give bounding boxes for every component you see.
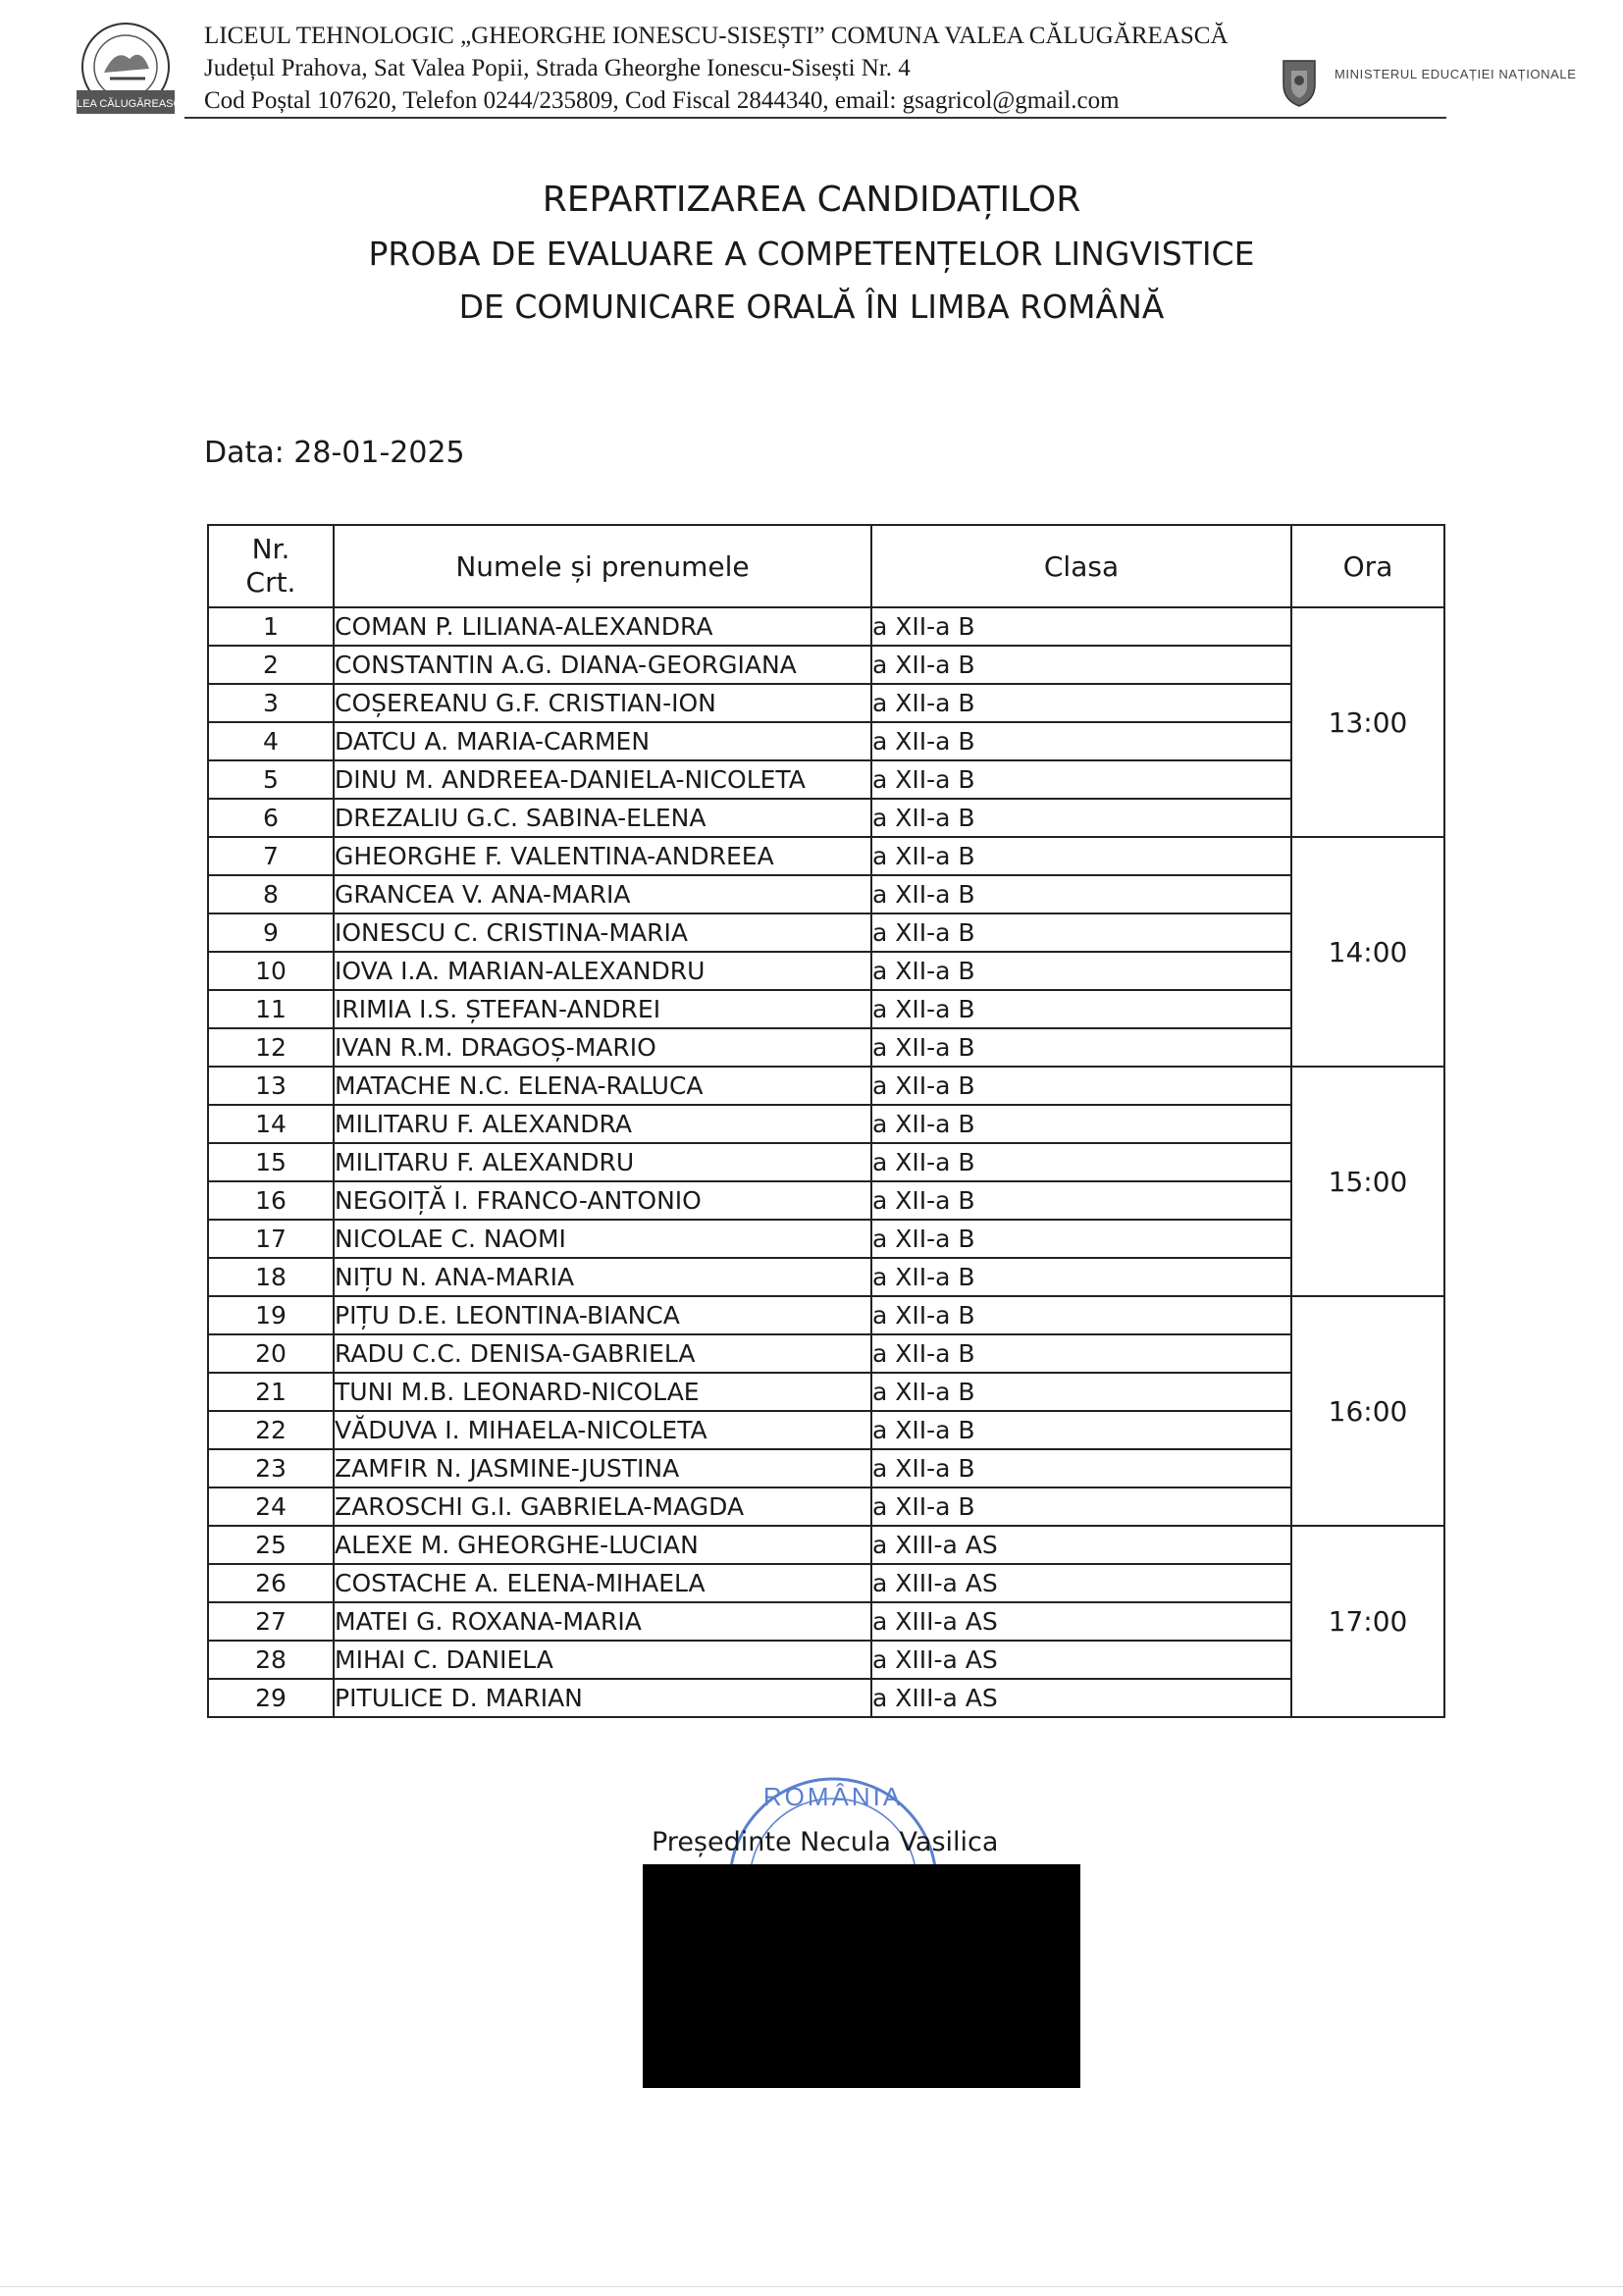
- table-row: [208, 1220, 1444, 1258]
- candidate-name: DATCU A. MARIA-CARMEN: [334, 722, 871, 760]
- candidate-name: RADU C.C. DENISA-GABRIELA: [334, 1334, 871, 1373]
- row-number: 18: [208, 1258, 334, 1296]
- candidate-class: a XII-a B: [871, 1411, 1291, 1449]
- row-number: 20: [208, 1334, 334, 1373]
- title-line-2: PROBA DE EVALUARE A COMPETENȚELOR LINGVISTICE: [368, 235, 1255, 273]
- header-nr: Nr. Crt.: [208, 525, 334, 607]
- row-number: 5: [208, 760, 334, 799]
- header-name: Numele și prenumele: [334, 525, 871, 607]
- table-row: [208, 1373, 1444, 1411]
- row-number: 29: [208, 1679, 334, 1717]
- title-line-1: REPARTIZAREA CANDIDAȚILOR: [542, 180, 1081, 220]
- table-row: [208, 684, 1444, 722]
- candidate-name: COMAN P. LILIANA-ALEXANDRA: [334, 607, 871, 646]
- candidate-class: a XII-a B: [871, 607, 1291, 646]
- candidate-name: IONESCU C. CRISTINA-MARIA: [334, 913, 871, 952]
- row-number: 25: [208, 1526, 334, 1564]
- table-row: [208, 1679, 1444, 1717]
- candidate-name: TUNI M.B. LEONARD-NICOLAE: [334, 1373, 871, 1411]
- letterhead-divider: [184, 117, 1446, 119]
- candidate-class: a XIII-a AS: [871, 1564, 1291, 1602]
- candidate-class: a XII-a B: [871, 1220, 1291, 1258]
- row-number: 2: [208, 646, 334, 684]
- candidate-class: a XIII-a AS: [871, 1641, 1291, 1679]
- row-number: 23: [208, 1449, 334, 1487]
- table-row: [208, 1143, 1444, 1181]
- candidates-table: [207, 524, 1445, 1718]
- candidate-name: CONSTANTIN A.G. DIANA-GEORGIANA: [334, 646, 871, 684]
- row-number: 27: [208, 1602, 334, 1641]
- row-number: 9: [208, 913, 334, 952]
- row-number: 11: [208, 990, 334, 1028]
- table-row: [208, 1334, 1444, 1373]
- table-row: [208, 1564, 1444, 1602]
- row-number: 21: [208, 1373, 334, 1411]
- table-row: [208, 913, 1444, 952]
- candidate-name: MILITARU F. ALEXANDRA: [334, 1105, 871, 1143]
- candidate-class: a XII-a B: [871, 1258, 1291, 1296]
- candidate-class: a XII-a B: [871, 722, 1291, 760]
- row-number: 7: [208, 837, 334, 875]
- candidate-name: ALEXE M. GHEORGHE-LUCIAN: [334, 1526, 871, 1564]
- candidate-class: a XII-a B: [871, 913, 1291, 952]
- candidate-name: MATEI G. ROXANA-MARIA: [334, 1602, 871, 1641]
- letterhead-text: [204, 20, 1229, 117]
- row-number: 10: [208, 952, 334, 990]
- school-address: Județul Prahova, Sat Valea Popii, Strada Gheorghe Ionescu-Sisești Nr. 4: [204, 55, 911, 81]
- candidate-class: a XIII-a AS: [871, 1526, 1291, 1564]
- row-number: 8: [208, 875, 334, 913]
- candidate-class: a XII-a B: [871, 952, 1291, 990]
- table-row: [208, 1641, 1444, 1679]
- row-number: 15: [208, 1143, 334, 1181]
- table-row: [208, 1105, 1444, 1143]
- candidate-name: NICOLAE C. NAOMI: [334, 1220, 871, 1258]
- candidate-name: MILITARU F. ALEXANDRU: [334, 1143, 871, 1181]
- candidate-name: PITULICE D. MARIAN: [334, 1679, 871, 1717]
- candidate-class: a XII-a B: [871, 875, 1291, 913]
- candidate-name: NEGOIȚĂ I. FRANCO-ANTONIO: [334, 1181, 871, 1220]
- table-row: [208, 722, 1444, 760]
- table-row: [208, 837, 1444, 875]
- signature-line: Președinte Necula Vasilica: [652, 1827, 999, 1857]
- redacted-block: [643, 1864, 1080, 2088]
- candidate-class: a XII-a B: [871, 1296, 1291, 1334]
- candidate-class: a XII-a B: [871, 1373, 1291, 1411]
- table-row: [208, 875, 1444, 913]
- row-number: 24: [208, 1487, 334, 1526]
- row-number: 1: [208, 607, 334, 646]
- candidate-class: a XIII-a AS: [871, 1679, 1291, 1717]
- candidate-class: a XII-a B: [871, 684, 1291, 722]
- table-row: [208, 1296, 1444, 1334]
- candidate-class: a XII-a B: [871, 1067, 1291, 1105]
- table-row: [208, 799, 1444, 837]
- school-contact: Cod Poștal 107620, Telefon 0244/235809, Cod Fiscal 2844340, email: gsagricol@gmail.com: [204, 87, 1120, 114]
- candidate-name: PIȚU D.E. LEONTINA-BIANCA: [334, 1296, 871, 1334]
- candidate-class: a XII-a B: [871, 1487, 1291, 1526]
- candidate-class: a XII-a B: [871, 799, 1291, 837]
- candidate-name: IVAN R.M. DRAGOȘ-MARIO: [334, 1028, 871, 1067]
- ministry-name: MINISTERUL EDUCAȚIEI NAȚIONALE: [1335, 67, 1577, 81]
- table-row: [208, 1181, 1444, 1220]
- candidate-name: COȘEREANU G.F. CRISTIAN-ION: [334, 684, 871, 722]
- row-number: 4: [208, 722, 334, 760]
- candidate-class: a XIII-a AS: [871, 1602, 1291, 1641]
- row-number: 17: [208, 1220, 334, 1258]
- row-number: 6: [208, 799, 334, 837]
- table-row: [208, 760, 1444, 799]
- candidate-name: VĂDUVA I. MIHAELA-NICOLETA: [334, 1411, 871, 1449]
- table-header-row: [208, 525, 1444, 607]
- title-line-3: DE COMUNICARE ORALĂ ÎN LIMBA ROMÂNĂ: [458, 287, 1165, 326]
- candidate-class: a XII-a B: [871, 1334, 1291, 1373]
- row-number: 22: [208, 1411, 334, 1449]
- candidate-name: ZAMFIR N. JASMINE-JUSTINA: [334, 1449, 871, 1487]
- ministry-crest-icon: [1278, 55, 1321, 108]
- candidate-class: a XII-a B: [871, 646, 1291, 684]
- table-row: [208, 1411, 1444, 1449]
- table-row: [208, 990, 1444, 1028]
- candidate-name: COSTACHE A. ELENA-MIHAELA: [334, 1564, 871, 1602]
- candidate-class: a XII-a B: [871, 1028, 1291, 1067]
- candidate-class: a XII-a B: [871, 1143, 1291, 1181]
- candidate-name: GRANCEA V. ANA-MARIA: [334, 875, 871, 913]
- candidate-class: a XII-a B: [871, 1449, 1291, 1487]
- time-slot: 15:00: [1291, 1067, 1444, 1296]
- svg-text:ROMÂNIA: ROMÂNIA: [762, 1782, 904, 1811]
- table-row: [208, 1602, 1444, 1641]
- table-row: [208, 1487, 1444, 1526]
- table-row: [208, 1067, 1444, 1105]
- time-slot: 16:00: [1291, 1296, 1444, 1526]
- school-name: LICEUL TEHNOLOGIC „GHEORGHE IONESCU-SISEȘTI” COMUNA VALEA CĂLUGĂREASCĂ: [204, 23, 1229, 49]
- row-number: 13: [208, 1067, 334, 1105]
- row-number: 28: [208, 1641, 334, 1679]
- candidate-class: a XII-a B: [871, 760, 1291, 799]
- row-number: 14: [208, 1105, 334, 1143]
- table-row: [208, 952, 1444, 990]
- candidate-name: DINU M. ANDREEA-DANIELA-NICOLETA: [334, 760, 871, 799]
- row-number: 12: [208, 1028, 334, 1067]
- time-slot: 14:00: [1291, 837, 1444, 1067]
- candidate-name: IRIMIA I.S. ȘTEFAN-ANDREI: [334, 990, 871, 1028]
- table-row: [208, 1028, 1444, 1067]
- candidate-class: a XII-a B: [871, 1181, 1291, 1220]
- candidate-class: a XII-a B: [871, 837, 1291, 875]
- time-slot: 13:00: [1291, 607, 1444, 837]
- table-row: [208, 1258, 1444, 1296]
- school-logo: [63, 20, 188, 124]
- svg-text:VALEA CĂLUGĂREASCĂ: VALEA CĂLUGĂREASCĂ: [63, 98, 188, 110]
- candidate-name: MIHAI C. DANIELA: [334, 1641, 871, 1679]
- table-row: [208, 646, 1444, 684]
- candidate-name: IOVA I.A. MARIAN-ALEXANDRU: [334, 952, 871, 990]
- candidate-name: DREZALIU G.C. SABINA-ELENA: [334, 799, 871, 837]
- document-title: [0, 173, 1623, 334]
- candidate-name: ZAROSCHI G.I. GABRIELA-MAGDA: [334, 1487, 871, 1526]
- time-slot: 17:00: [1291, 1526, 1444, 1717]
- table-row: [208, 1449, 1444, 1487]
- row-number: 3: [208, 684, 334, 722]
- candidate-name: GHEORGHE F. VALENTINA-ANDREEA: [334, 837, 871, 875]
- table-row: [208, 607, 1444, 646]
- page-bottom-edge: [0, 2286, 1623, 2287]
- table-row: [208, 1526, 1444, 1564]
- candidate-class: a XII-a B: [871, 1105, 1291, 1143]
- candidate-name: NIȚU N. ANA-MARIA: [334, 1258, 871, 1296]
- exam-date: Data: 28-01-2025: [204, 436, 465, 470]
- row-number: 19: [208, 1296, 334, 1334]
- row-number: 26: [208, 1564, 334, 1602]
- candidate-name: MATACHE N.C. ELENA-RALUCA: [334, 1067, 871, 1105]
- header-class: Clasa: [871, 525, 1291, 607]
- candidate-class: a XII-a B: [871, 990, 1291, 1028]
- header-time: Ora: [1291, 525, 1444, 607]
- row-number: 16: [208, 1181, 334, 1220]
- table-body: [208, 607, 1444, 1717]
